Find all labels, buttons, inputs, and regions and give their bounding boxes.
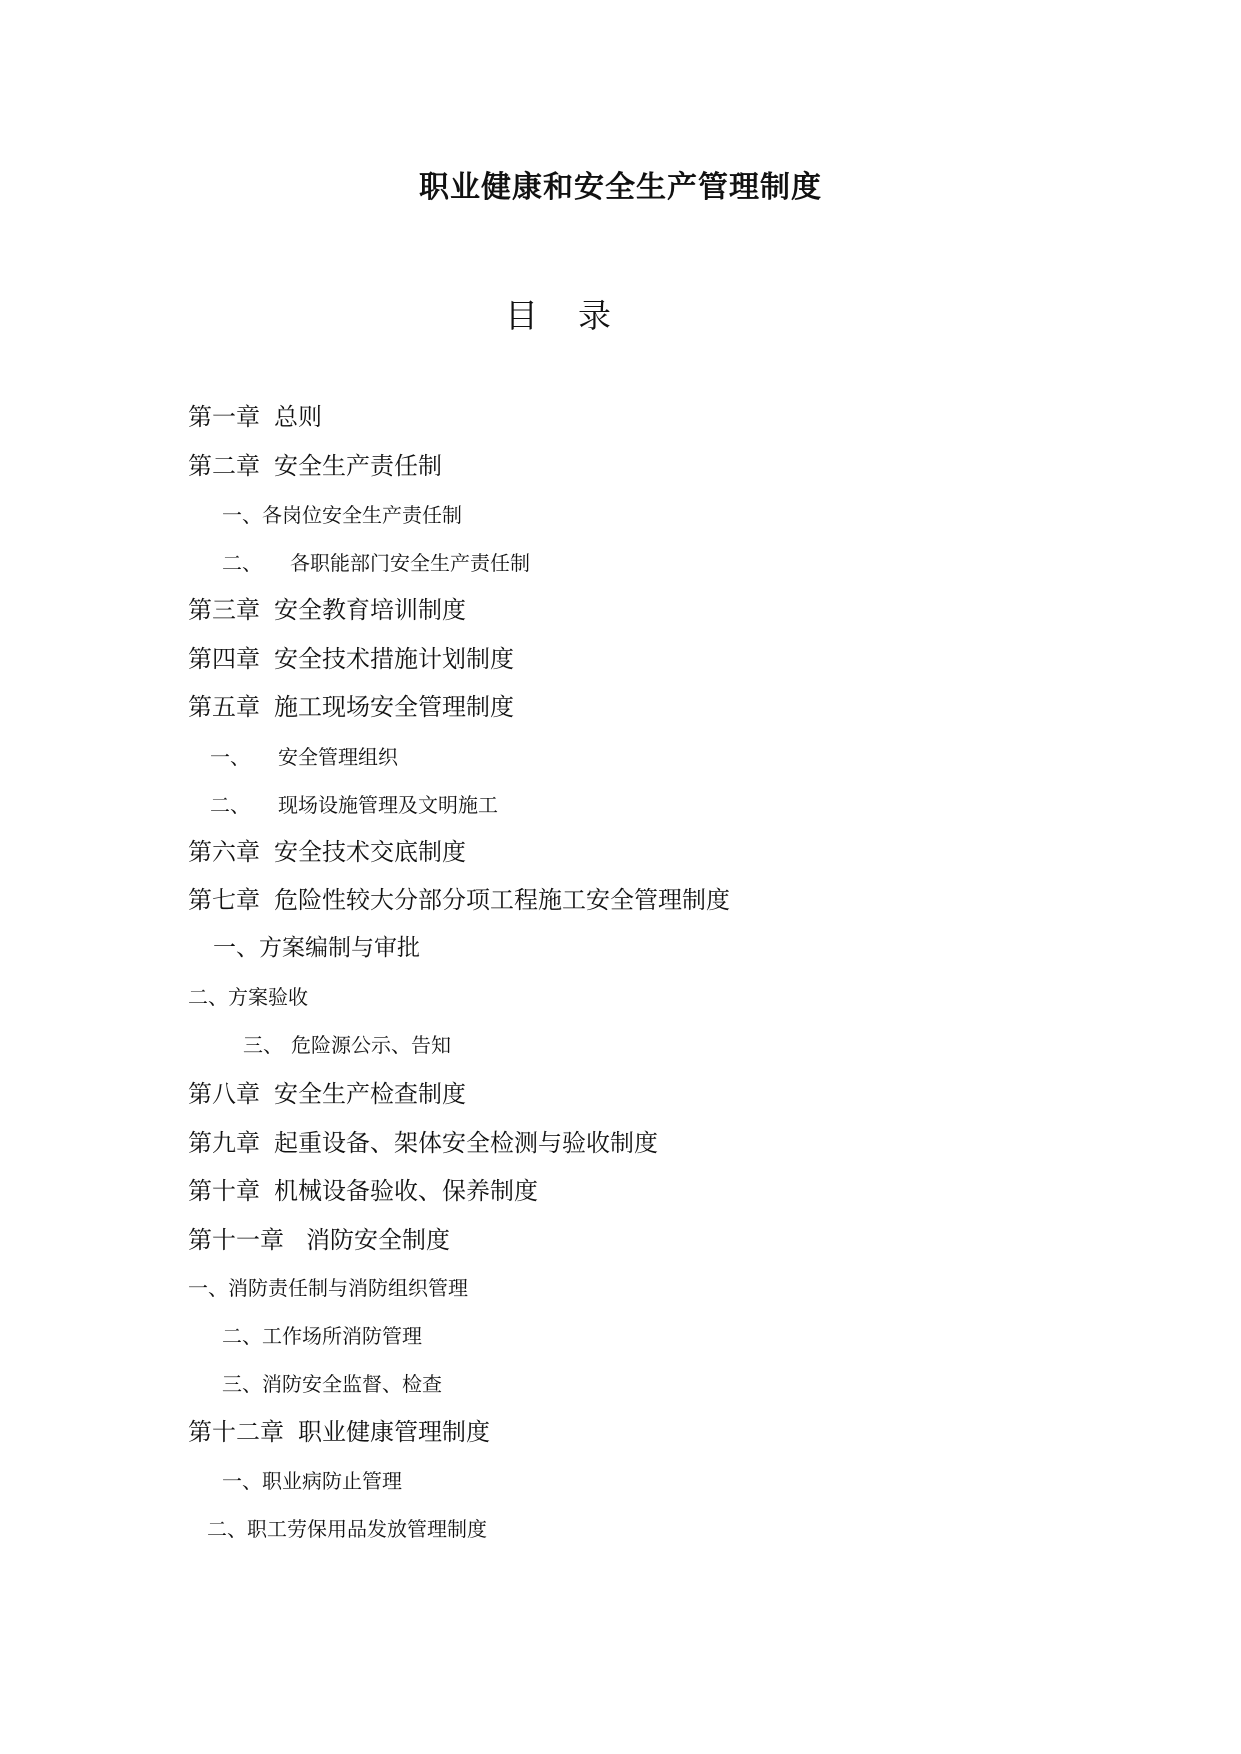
toc-entry-number: 第十一章 (188, 1226, 284, 1254)
toc-entry-section[interactable] (210, 795, 498, 815)
toc-entry-chapter-6[interactable] (188, 840, 466, 864)
toc-entry-text: 现场设施管理及文明施工 (278, 793, 498, 817)
toc-entry-text: 方案编制与审批 (259, 935, 420, 961)
toc-entry-number: 一、 (188, 1276, 228, 1300)
toc-entry-section[interactable] (222, 553, 530, 573)
toc-entry-text: 总则 (274, 403, 322, 431)
toc-entry-chapter-12[interactable] (188, 1420, 490, 1444)
toc-entry-chapter-4[interactable] (188, 647, 514, 671)
toc-entry-section[interactable] (207, 1519, 487, 1539)
toc-entry-number: 第一章 (188, 403, 260, 431)
toc-entry-number: 一、 (222, 503, 262, 527)
toc-entry-number: 二、 (207, 1517, 247, 1541)
toc-entry-number: 一、 (213, 935, 259, 961)
toc-entry-chapter-2[interactable] (188, 454, 442, 478)
toc-entry-text: 安全生产检查制度 (274, 1080, 466, 1108)
toc-entry-number: 第六章 (188, 838, 260, 866)
toc-entry-text: 危险性较大分部分项工程施工安全管理制度 (274, 886, 730, 914)
toc-entry-text: 消防安全监督、检查 (262, 1372, 442, 1396)
toc-entry-number: 二、 (222, 551, 262, 575)
toc-entry-section[interactable] (213, 937, 420, 960)
toc-entry-text: 消防责任制与消防组织管理 (228, 1276, 468, 1300)
toc-entry-number: 第八章 (188, 1080, 260, 1108)
toc-entry-number: 第十二章 (188, 1418, 284, 1446)
toc-entry-chapter-5[interactable] (188, 695, 514, 719)
toc-entry-text: 危险源公示、告知 (291, 1033, 451, 1057)
toc-entry-number: 第四章 (188, 645, 260, 673)
toc-entry-number: 第十章 (188, 1177, 260, 1205)
toc-entry-number: 第二章 (188, 452, 260, 480)
toc-entry-number: 第九章 (188, 1129, 260, 1157)
toc-entry-text: 施工现场安全管理制度 (274, 693, 514, 721)
toc-entry-text: 职业病防止管理 (262, 1469, 402, 1493)
toc-heading-left: 目 (505, 296, 538, 335)
toc-entry-text: 安全生产责任制 (274, 452, 442, 480)
toc-entry-number: 第七章 (188, 886, 260, 914)
toc-entry-number: 一、 (222, 1469, 262, 1493)
toc-entry-section[interactable] (222, 505, 462, 525)
toc-entry-text: 起重设备、架体安全检测与验收制度 (274, 1129, 658, 1157)
toc-entry-section[interactable] (188, 1278, 468, 1298)
toc-entry-section[interactable] (210, 747, 398, 767)
toc-entry-text: 方案验收 (228, 985, 308, 1009)
toc-entry-number: 三、 (243, 1033, 283, 1057)
toc-entry-chapter-3[interactable] (188, 598, 466, 622)
toc-entry-section[interactable] (222, 1374, 442, 1394)
toc-entry-section[interactable] (188, 987, 308, 1007)
toc-entry-section[interactable] (222, 1471, 402, 1491)
toc-entry-text: 职工劳保用品发放管理制度 (247, 1517, 487, 1541)
toc-entry-text: 工作场所消防管理 (262, 1324, 422, 1348)
toc-entry-chapter-10[interactable] (188, 1179, 538, 1203)
toc-entry-chapter-9[interactable] (188, 1131, 658, 1155)
toc-entry-section[interactable] (222, 1326, 422, 1346)
toc-entry-text: 安全技术措施计划制度 (274, 645, 514, 673)
toc-entry-number: 一、 (210, 745, 250, 769)
toc-entry-number: 二、 (222, 1324, 262, 1348)
toc-entry-text: 各职能部门安全生产责任制 (290, 551, 530, 575)
toc-entry-chapter-7[interactable] (188, 888, 730, 912)
toc-entry-text: 消防安全制度 (306, 1226, 450, 1254)
toc-entry-text: 安全教育培训制度 (274, 596, 466, 624)
toc-entry-text: 机械设备验收、保养制度 (274, 1177, 538, 1205)
toc-entry-section[interactable] (243, 1035, 451, 1055)
toc-entry-number: 第五章 (188, 693, 260, 721)
toc-entry-text: 安全技术交底制度 (274, 838, 466, 866)
toc-heading-right: 录 (578, 296, 611, 335)
toc-entry-number: 第三章 (188, 596, 260, 624)
toc-entry-chapter-1[interactable] (188, 405, 322, 429)
toc-entry-text: 职业健康管理制度 (298, 1418, 490, 1446)
toc-entry-number: 二、 (210, 793, 250, 817)
toc-heading (505, 290, 611, 337)
toc-entry-number: 三、 (222, 1372, 262, 1396)
toc-entry-chapter-8[interactable] (188, 1082, 466, 1106)
toc-entry-number: 二、 (188, 985, 228, 1009)
toc-entry-text: 各岗位安全生产责任制 (262, 503, 462, 527)
document-title: 职业健康和安全生产管理制度 (419, 170, 822, 205)
toc-entry-chapter-11[interactable] (188, 1228, 450, 1252)
toc-entry-text: 安全管理组织 (278, 745, 398, 769)
